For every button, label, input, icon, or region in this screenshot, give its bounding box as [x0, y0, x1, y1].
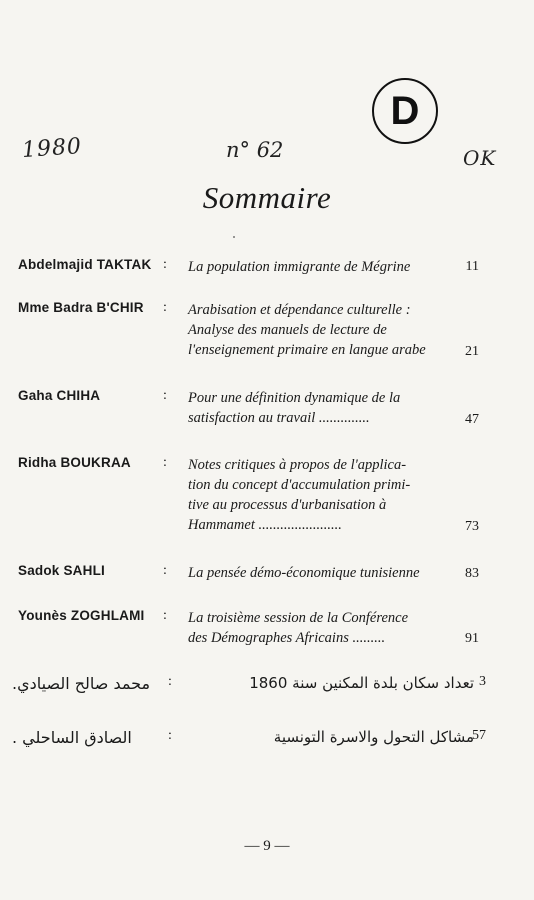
entry-colon: : [163, 300, 167, 315]
entry-title [188, 388, 450, 428]
entry-colon: : [163, 257, 167, 272]
circled-letter-stamp: D [372, 78, 438, 144]
entry-page-number: 83 [465, 566, 479, 581]
entry-title-line: Notes critiques à propos de l'applica- [188, 457, 407, 473]
entry-author-arabic: محمد صالح الصيادي. [12, 674, 151, 693]
entry-title-line: Analyse des manuels de lecture de [188, 322, 387, 338]
entry-title-line: La population immigrante de Mégrine [188, 259, 411, 275]
handwritten-ok: OK [463, 146, 497, 170]
entry-colon: : [163, 563, 167, 578]
entry-author: Sadok SAHLI [18, 563, 105, 578]
entry-title-line: des Démographes Africains ......... [188, 630, 386, 646]
handwritten-year: 1980 [21, 133, 83, 164]
entry-author: Gaha CHIHA [18, 388, 101, 403]
entry-title-line: Hammamet ....................... [188, 517, 342, 533]
entry-title-line: La pensée démo-économique tunisienne [188, 565, 420, 581]
entry-page-number: 11 [465, 259, 479, 274]
entry-title [188, 563, 450, 583]
entry-author: Mme Badra B'CHIR [18, 300, 144, 315]
entry-title-arabic: مشاكل التحول والاسرة التونسية [273, 728, 474, 746]
entry-author: Abdelmajid TAKTAK [18, 257, 152, 272]
entry-page-number: 47 [465, 412, 479, 427]
entry-colon: : [163, 608, 167, 623]
entry-colon: : [168, 674, 172, 689]
entry-title-line: l'enseignement primaire en langue arabe [188, 342, 426, 358]
entry-title-line: Arabisation et dépendance culturelle : [188, 302, 411, 318]
entry-page-number: 57 [472, 728, 486, 743]
entry-title [188, 608, 450, 648]
entry-title [188, 455, 450, 535]
entry-title-line: tion du concept d'accumulation primi- [188, 477, 411, 493]
page-title: Sommaire [202, 180, 332, 215]
entry-page-number: 73 [465, 519, 479, 534]
entry-title [188, 257, 450, 277]
entry-title-line: satisfaction au travail .............. [188, 410, 370, 426]
entry-page-number: 21 [465, 344, 479, 359]
entry-title-line: La troisième session de la Conférence [188, 610, 409, 626]
page-footer-number: — 9 — [244, 838, 290, 854]
speck [233, 236, 235, 238]
entry-title-line: Pour une définition dynamique de la [188, 390, 401, 406]
entry-title [188, 300, 450, 360]
entry-author-arabic: الصادق الساحلي . [12, 728, 132, 747]
entry-colon: : [168, 728, 172, 743]
entry-author: Younès ZOGHLAMI [18, 608, 145, 623]
entry-page-number: 91 [465, 631, 479, 646]
entry-title-arabic: تعداد سكان بلدة المكنين سنة 1860 [249, 674, 474, 692]
entry-colon: : [163, 388, 167, 403]
entry-author: Ridha BOUKRAA [18, 455, 131, 470]
entry-colon: : [163, 455, 167, 470]
entry-page-number: 3 [479, 674, 486, 689]
entry-title-line: tive au processus d'urbanisation à [188, 497, 387, 513]
handwritten-issue-number: n° 62 [226, 138, 284, 162]
